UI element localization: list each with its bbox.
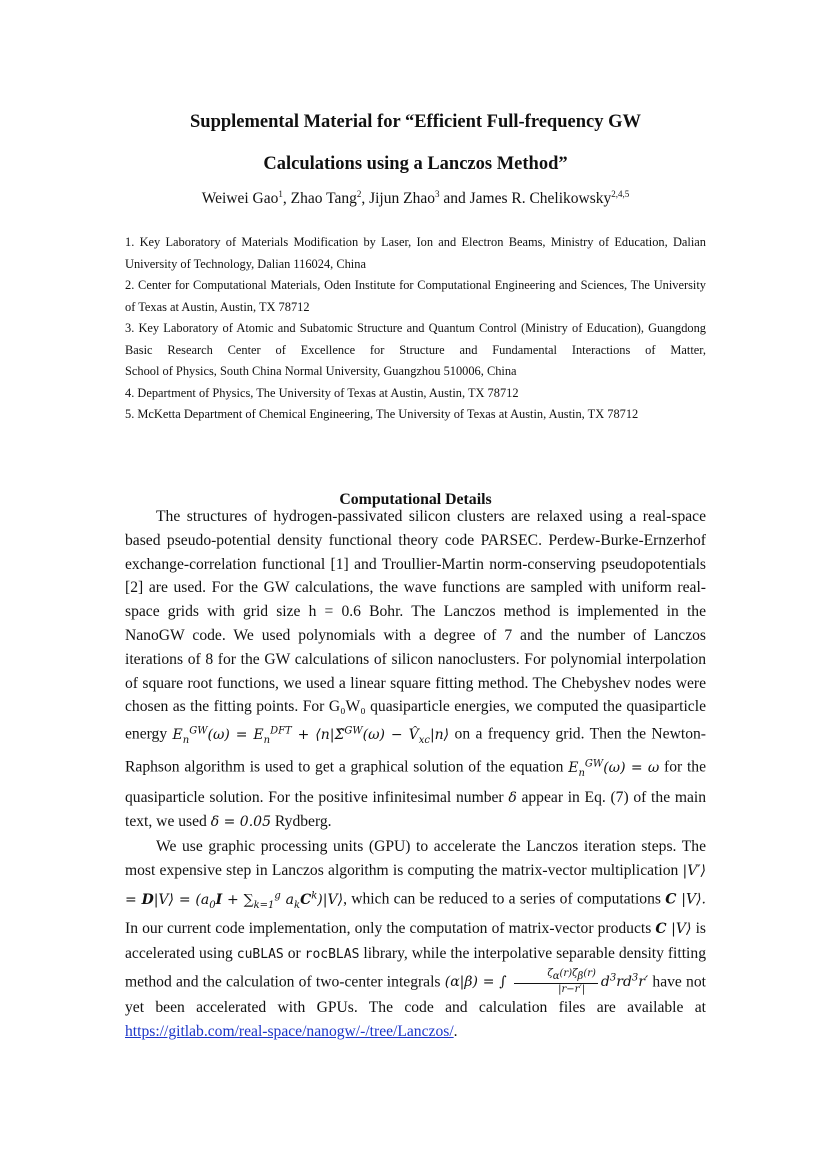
para1-text: for the quasiparticle solution. For the positive infinitesimal number: [125, 759, 707, 806]
affiliation-item: School of Physics, South China Normal University, Guangzhou 510006, China: [125, 364, 517, 378]
author-affil-sup: 2: [356, 189, 362, 199]
g0w0-term: G₀W₀: [328, 698, 366, 716]
para2-text: We use graphic processing units (GPU) to accelerate the Lanczos iteration steps. The most expensive step in Lanczos algorithm is computing the matrix-vector multiplication: [125, 838, 706, 880]
para2-text: have not yet been accelerated with GPUs. The code and calculation files are available at: [125, 973, 706, 1017]
affiliation-item: 4. Department of Physics, The University of Texas at Austin, Austin, TX 78712: [125, 385, 519, 400]
paragraph-1: [125, 505, 706, 835]
para2-text: or: [283, 944, 305, 962]
qp-solve-equation: $E_n^{GW}(\omega) = \omega$: [568, 758, 660, 779]
cv-product: C |V⟩.: [665, 891, 707, 908]
para1-text: on a frequency grid. Then the Newton-Raphson algorithm is used to get a graphical solution of the equation: [125, 725, 706, 777]
code-repository-link[interactable]: https://gitlab.com/real-space/nanogw/-/tree/Lanczos/: [125, 1023, 454, 1041]
affiliation-item: 3. Key Laboratory of Atomic and Subatomic Structure and Quantum Control (Ministry of Education), Guangdong Basic Research Center of Excellence for Structure and Fundamental Interactions of Matter,: [125, 321, 706, 357]
title-line-1: Supplemental Material for “Efficient Full-frequency GW: [190, 112, 641, 132]
para2-text: is accelerated using: [125, 920, 706, 962]
para2-text: .: [453, 1023, 458, 1041]
library-name: cuBLAS: [236, 946, 284, 962]
author-separator: ,: [361, 190, 370, 208]
author-name: Weiwei Gao: [201, 190, 279, 208]
author-list: [125, 189, 706, 208]
para2-text: library, while the interpolative separable density fitting method and the calculation of two-center integrals: [125, 944, 706, 991]
para1-text: quasiparticle energies, we computed the quasiparticle energy: [125, 698, 706, 743]
affiliation-list: [125, 232, 706, 426]
para2-text: , which can be reduced to a series of computations: [343, 890, 666, 908]
author-affil-sup: 3: [434, 189, 440, 199]
para1-text: appear in Eq. (7) of the main text, we used: [125, 788, 706, 831]
affiliation-item: 1. Key Laboratory of Materials Modification by Laser, Ion and Electron Beams, Ministry of Education, Dalian University of Technology, Dalian 116024, China: [125, 235, 706, 271]
author-affil-sup: 2,4,5: [611, 189, 630, 199]
para2-text: In our current code implementation, only the computation of matrix-vector products: [125, 920, 656, 938]
qp-energy-equation: $E_n^{GW}(\omega) = E_n^{DFT}$ + ⟨n|Σ̂$^{GW}$(ω) − $V̂_{xc}|n⟩$: [172, 725, 450, 746]
para1-text: Rydberg.: [270, 813, 332, 831]
two-center-integral: (α|β) = ∫ $\frac{\zeta_\alpha(r)\zeta_\beta(r)}{|r-r'|}$ $d^3rd^3r'$: [444, 968, 649, 996]
delta-value: δ = 0.05: [210, 814, 271, 831]
matvec-equation: |V′⟩ = D|V⟩ = ($a_0I + \sum_{k=1}^g$ $a_kC^k)|V⟩$: [125, 863, 706, 911]
section-heading: Computational Details: [339, 491, 492, 509]
paragraph-2: [125, 835, 706, 1044]
para1-text: The structures of hydrogen-passivated silicon clusters are relaxed using a real-space based pseudo-potential density functional theory code PARSEC. Perdew-Burke-Ernzerhof exchange-correlation functional [1] and Troullier-Martin norm-conserving pseudopotentials [2] are used. For the GW calculations, the wave functions are sampled with uniform real-space grids with grid size h = 0.6 Bohr. The Lanczos method is implemented in the NanoGW code. We used polynomials with a degree of 7 and the number of Lanczos iterations of 8 for the GW calculations of silicon nanoclusters. For polynomial interpolation of square root functions, we used a linear square fitting method. The Chebyshev nodes were chosen as the fitting points. For: [125, 508, 706, 716]
author-name: Zhao Tang: [290, 190, 357, 208]
author-separator: and: [439, 190, 470, 208]
author-affil-sup: 1: [278, 189, 283, 199]
body-text: [125, 505, 706, 1044]
author-name: Jijun Zhao: [369, 190, 435, 208]
library-name: rocBLAS: [304, 946, 360, 962]
delta-symbol: δ: [508, 789, 517, 806]
author-name: James R. Chelikowsky: [469, 190, 612, 208]
affiliation-item: 2. Center for Computational Materials, Oden Institute for Computational Engineering and Sciences, The University of Texas at Austin, Austin, TX 78712: [125, 278, 706, 314]
cv-product: C |V⟩: [655, 921, 692, 938]
author-separator: ,: [282, 190, 291, 208]
affiliation-item: 5. McKetta Department of Chemical Engineering, The University of Texas at Austin, Austin, TX 78712: [125, 407, 639, 421]
title-line-2: Calculations using a Lanczos Method”: [263, 154, 568, 174]
